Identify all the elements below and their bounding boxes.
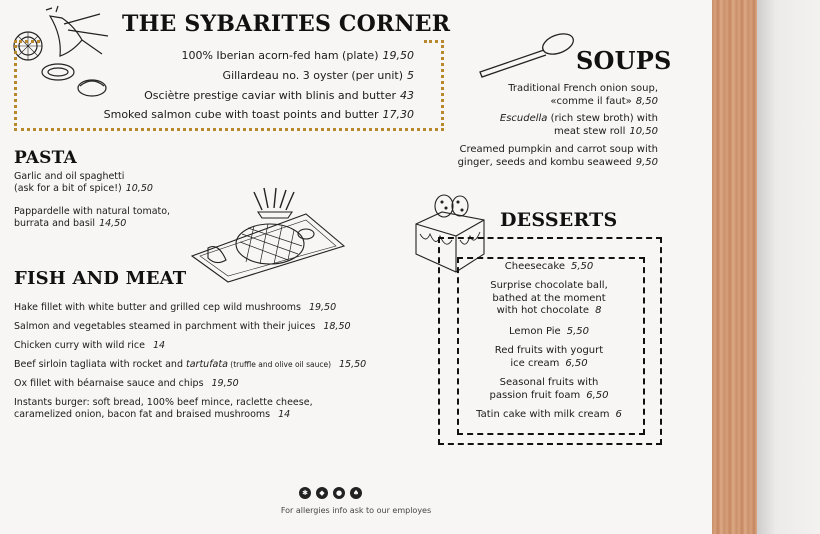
leaf-icon: ♠ [350,487,362,499]
dessert-item: Seasonal fruits with passion fruit foam 6,50 [489,377,609,401]
wheat-icon: ✱ [299,487,311,499]
fish-meat-item: Chicken curry with wild rice 14 [14,340,166,351]
fish-meat-title: FISH AND MEAT [14,268,187,289]
fish-meat-item: Ox fillet with béarnaise sauce and chips 19,50 [14,378,239,389]
fish-meat-item: Hake fillet with white butter and grilled cep wild mushrooms 19,50 [14,302,337,313]
spoon-illustration [476,30,576,80]
fish-meat-item: Salmon and vegetables steamed in parchment with their juices 18,50 [14,321,351,332]
fish-meat-item: Instants burger: soft bread, 100% beef mince, raclette cheese, caramelized onion, bacon fat and braised mushrooms 14 [14,397,313,420]
fish-meat-item: Beef sirloin tagliata with rocket and tartufata (truffle and olive oil sauce) 15,50 [14,359,367,370]
steak-illustration [188,186,348,282]
dessert-item: Red fruits with yogurt ice cream 6,50 [494,345,604,369]
soup-item: Traditional French onion soup, «comme il faut» 8,50 [508,83,658,107]
pasta-title: PASTA [14,148,77,168]
pasta-item: Garlic and oil spaghetti (ask for a bit of spice!) 10,50 [14,171,153,194]
dessert-item: Surprise chocolate ball, bathed at the moment with hot chocolate 8 [490,280,608,316]
sybarites-title: THE SYBARITES CORNER [122,11,451,37]
egg-icon: ● [333,487,345,499]
dessert-item: Lemon Pie 5,50 [509,326,589,337]
allergy-note: For allergies info ask to our employes [280,506,432,515]
soup-item: Escudella (rich stew broth) with meat stew roll 10,50 [499,113,658,137]
sybarites-item: 100% Iberian acorn-fed ham (plate) 19,50 [181,49,414,62]
fish-icon: ◆ [316,487,328,499]
wooden-frame [712,0,757,534]
sybarites-item: Osciètre prestige caviar with blinis and butter 43 [144,89,414,102]
pasta-item: Pappardelle with natural tomato, burrata and basil 14,50 [14,206,171,229]
dessert-item: Cheesecake 5,50 [504,261,594,272]
sybarites-item: Smoked salmon cube with toast points and butter 17,30 [103,108,414,121]
background-wall [757,0,820,534]
sybarites-item: Gillardeau no. 3 oyster (per unit) 5 [222,69,414,82]
dessert-item: Tatin cake with milk cream 6 [476,409,622,420]
soups-title: SOUPS [576,46,672,75]
desserts-title: DESSERTS [500,209,618,231]
allergen-icons [299,487,362,499]
soup-item: Creamed pumpkin and carrot soup with ginger, seeds and kombu seaweed 9,50 [457,144,658,168]
